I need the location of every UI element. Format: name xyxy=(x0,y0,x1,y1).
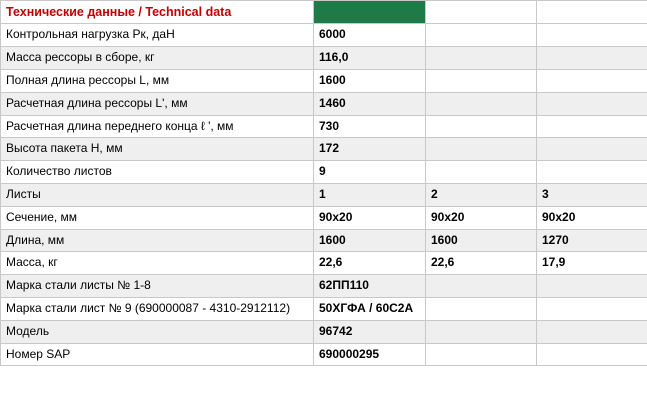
table-row xyxy=(1,343,647,366)
row-value-3 xyxy=(537,24,647,47)
row-value-1: 62ПП110 xyxy=(314,275,426,298)
row-value-1: 96742 xyxy=(314,320,426,343)
table-row xyxy=(1,206,647,229)
page-title: Технические данные / Technical data xyxy=(1,1,314,24)
row-value-2 xyxy=(426,115,537,138)
row-value-3 xyxy=(537,69,647,92)
row-label: Масса рессоры в сборе, кг xyxy=(1,47,314,70)
row-value-3 xyxy=(537,297,647,320)
row-value-1: 9 xyxy=(314,161,426,184)
row-value-3: 1270 xyxy=(537,229,647,252)
row-value-1: 6000 xyxy=(314,24,426,47)
row-value-3 xyxy=(537,161,647,184)
table-row xyxy=(1,115,647,138)
row-label: Модель xyxy=(1,320,314,343)
row-value-2 xyxy=(426,47,537,70)
row-value-3: 90х20 xyxy=(537,206,647,229)
row-value-2 xyxy=(426,24,537,47)
table-row xyxy=(1,138,647,161)
row-value-2 xyxy=(426,161,537,184)
table-row xyxy=(1,275,647,298)
row-value-1: 690000295 xyxy=(314,343,426,366)
title-blank-cell-1 xyxy=(426,1,537,24)
row-value-3: 3 xyxy=(537,183,647,206)
title-accent-bar xyxy=(314,1,426,24)
row-value-2: 22,6 xyxy=(426,252,537,275)
table-row xyxy=(1,229,647,252)
row-value-2 xyxy=(426,69,537,92)
row-value-1: 1600 xyxy=(314,229,426,252)
row-label: Расчетная длина рессоры L', мм xyxy=(1,92,314,115)
row-label: Контрольная нагрузка Рк, даН xyxy=(1,24,314,47)
row-label: Полная длина рессоры L, мм xyxy=(1,69,314,92)
row-value-1: 730 xyxy=(314,115,426,138)
row-value-2: 2 xyxy=(426,183,537,206)
row-label: Марка стали листы № 1-8 xyxy=(1,275,314,298)
row-value-2 xyxy=(426,343,537,366)
row-value-1: 50ХГФА / 60С2А xyxy=(314,297,426,320)
row-value-3 xyxy=(537,343,647,366)
table-row xyxy=(1,320,647,343)
row-label: Сечение, мм xyxy=(1,206,314,229)
row-label: Марка стали лист № 9 (690000087 - 4310-2912112) xyxy=(1,297,314,320)
row-value-1: 90х20 xyxy=(314,206,426,229)
row-value-3 xyxy=(537,138,647,161)
row-value-2: 1600 xyxy=(426,229,537,252)
row-label: Листы xyxy=(1,183,314,206)
row-value-1: 22,6 xyxy=(314,252,426,275)
table-row xyxy=(1,297,647,320)
row-value-2 xyxy=(426,275,537,298)
row-value-3: 17,9 xyxy=(537,252,647,275)
title-blank-cell-2 xyxy=(537,1,647,24)
table-row xyxy=(1,24,647,47)
row-value-1: 1460 xyxy=(314,92,426,115)
table-row xyxy=(1,47,647,70)
row-value-1: 1600 xyxy=(314,69,426,92)
table-row xyxy=(1,92,647,115)
row-value-3 xyxy=(537,47,647,70)
row-label: Количество листов xyxy=(1,161,314,184)
row-value-1: 116,0 xyxy=(314,47,426,70)
row-label: Номер SAP xyxy=(1,343,314,366)
row-value-2: 90х20 xyxy=(426,206,537,229)
table-row xyxy=(1,69,647,92)
row-value-3 xyxy=(537,92,647,115)
table-row xyxy=(1,183,647,206)
row-value-3 xyxy=(537,275,647,298)
row-value-2 xyxy=(426,297,537,320)
row-value-2 xyxy=(426,320,537,343)
row-value-3 xyxy=(537,320,647,343)
row-label: Расчетная длина переднего конца ℓ ', мм xyxy=(1,115,314,138)
row-value-1: 172 xyxy=(314,138,426,161)
row-value-3 xyxy=(537,115,647,138)
row-label: Масса, кг xyxy=(1,252,314,275)
row-value-2 xyxy=(426,138,537,161)
table-row xyxy=(1,161,647,184)
row-label: Длина, мм xyxy=(1,229,314,252)
row-value-2 xyxy=(426,92,537,115)
row-label: Высота пакета Н, мм xyxy=(1,138,314,161)
row-value-1: 1 xyxy=(314,183,426,206)
table-title-row xyxy=(1,1,647,24)
table-row xyxy=(1,252,647,275)
